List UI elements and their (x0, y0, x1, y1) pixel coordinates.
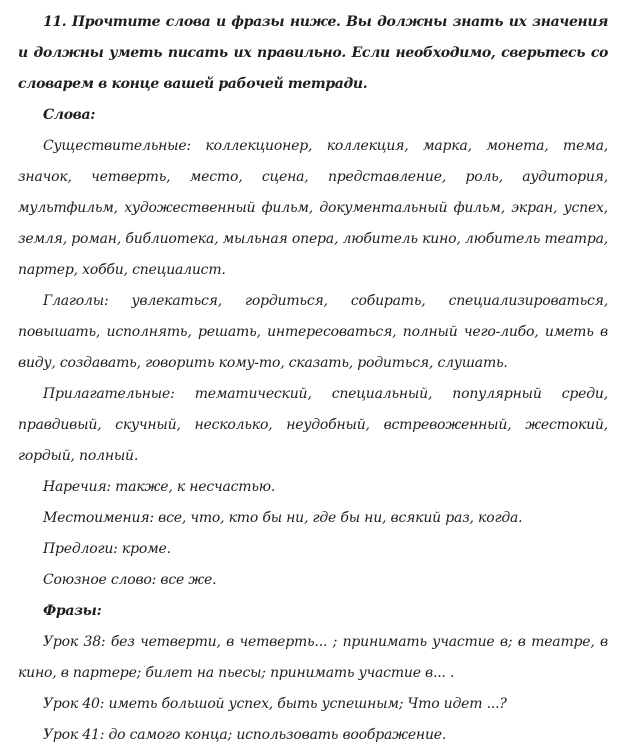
lesson-41-paragraph: Урок 41: до самого конца; использовать воображение. (43, 727, 447, 743)
verbs-paragraph: Глаголы: увлекаться, гордиться, собирать, специализироваться, повышать, исполнять, решать, интересоваться, полный чего-либо, иметь в виду, создавать, говорить кому-то, сказать, родиться, слушать. (18, 293, 608, 371)
pronouns-paragraph: Местоимения: все, что, кто бы ни, где бы ни, всякий раз, когда. (43, 510, 523, 526)
words-heading: Слова: (43, 107, 96, 123)
nouns-paragraph: Существительные: коллекционер, коллекция, марка, монета, тема, значок, четверть, место, сцена, представление, роль, аудитория, мультфильм, художественный фильм, документальный фильм, экран, успех, земля, роман, библиотека, мыльная опера, любитель кино, любитель театра, партер, хобби, специалист. (18, 138, 608, 278)
adjectives-paragraph: Прилагательные: тематический, специальный, популярный среди, правдивый, скучный, несколько, неудобный, встревоженный, жестокий, гордый, полный. (18, 386, 608, 464)
exercise-instruction: 11. Прочтите слова и фразы ниже. Вы должны знать их значения и должны уметь писать их правильно. Если необходимо, сверьтесь со словарем в конце вашей рабочей тетради. (18, 14, 608, 92)
conjunction-word-paragraph: Союзное слово: все же. (43, 572, 217, 588)
prepositions-paragraph: Предлоги: кроме. (43, 541, 171, 557)
phrases-heading: Фразы: (43, 603, 102, 619)
lesson-40-paragraph: Урок 40: иметь большой успех, быть успешным; Что идет ...? (43, 696, 507, 712)
lesson-38-paragraph: Урок 38: без четверти, в четверть... ; принимать участие в; в театре, в кино, в партере; билет на пьесы; принимать участие в... . (18, 634, 608, 681)
adverbs-paragraph: Наречия: также, к несчастью. (43, 479, 276, 495)
